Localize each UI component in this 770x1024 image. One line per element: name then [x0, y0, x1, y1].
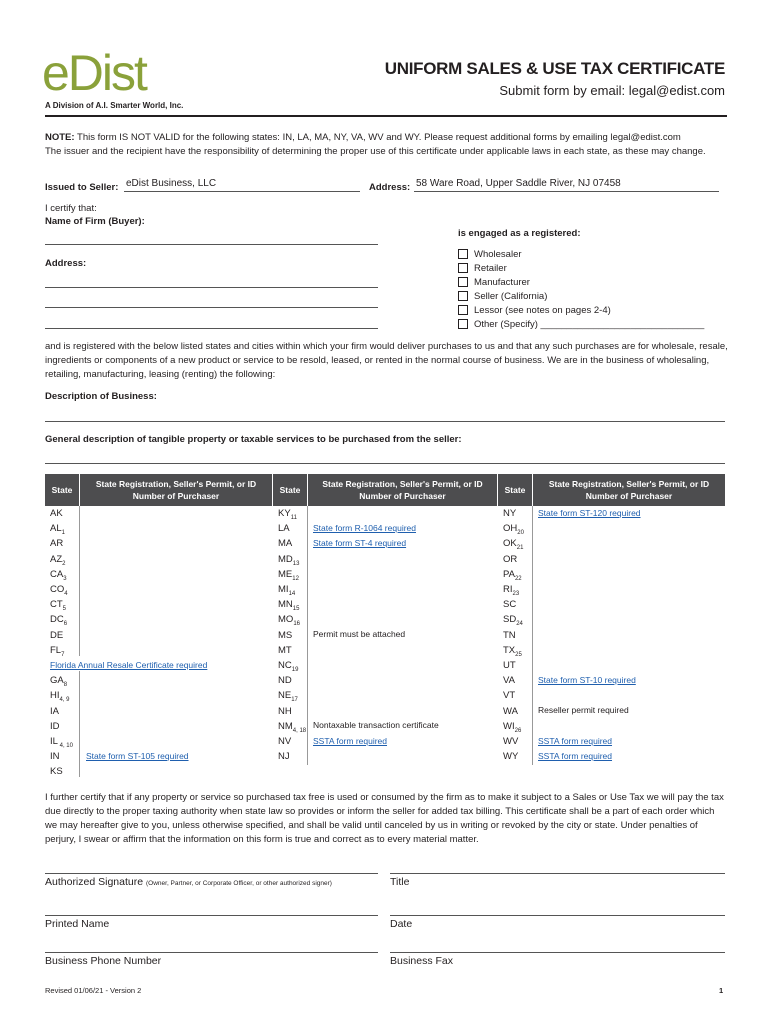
state-code: $MI_{14}$ — [278, 584, 296, 597]
checkbox-icon[interactable] — [458, 249, 468, 259]
state-code: UT — [503, 660, 516, 671]
logo-tagline: A Division of A.I. Smarter World, Inc. — [45, 101, 184, 110]
description-line[interactable] — [45, 421, 725, 422]
state-form-link[interactable]: State form ST-105 required — [86, 750, 189, 761]
state-note: Nontaxable transaction certificate — [313, 720, 439, 731]
state-header-1: State — [45, 474, 79, 506]
state-code: AR — [50, 538, 64, 550]
state-form-link[interactable]: State form ST-10 required — [538, 674, 636, 685]
seller-address-value[interactable]: 58 Ware Road, Upper Saddle River, NJ 07458 — [416, 178, 621, 189]
option-label: Seller (California) — [474, 290, 548, 302]
state-code: NV — [278, 736, 292, 747]
state-footnote: 17 — [291, 697, 298, 704]
firm-label: Name of Firm (Buyer): — [45, 216, 145, 227]
state-code: IL $_{4, 10}$ — [50, 736, 73, 749]
state-code: $GA_8$ — [50, 675, 68, 689]
state-code: $HI_{4, 9}$ — [50, 690, 70, 704]
state-code: $OH_{20}$ — [503, 523, 524, 537]
state-code: DE — [50, 629, 64, 641]
state-code: $PA_{22}$ — [503, 568, 522, 582]
state-code: NJ — [278, 751, 290, 763]
checkbox-icon[interactable] — [458, 291, 468, 301]
option-seller-california[interactable] — [458, 289, 547, 303]
state-footnote: 8 — [63, 682, 68, 689]
seller-value[interactable]: eDist Business, LLC — [126, 178, 217, 189]
option-retailer[interactable] — [458, 261, 507, 275]
state-footnote: 3 — [63, 575, 67, 582]
signature-line[interactable] — [45, 873, 378, 874]
state-form-link[interactable]: SSTA form required — [313, 735, 388, 746]
seller-line — [124, 191, 360, 192]
state-footnote: 12 — [292, 575, 299, 582]
state-footnote: 4 — [64, 590, 68, 597]
state-form-link[interactable]: State form ST-120 required — [538, 507, 641, 518]
state-footnote: 23 — [512, 590, 520, 597]
checkbox-icon[interactable] — [458, 305, 468, 315]
state-footnote: 4, 10 — [57, 742, 73, 749]
checkbox-icon[interactable] — [458, 263, 468, 273]
state-code: WV — [503, 736, 519, 747]
registration-paragraph: and is registered with the below listed states and cities within which your firm would deliver purchases to us and that any such purchases are for wholesale, resale, ingredients or components of a new product or service to be resold, leased, or rented in the normal course of business. We are in the business of wholesaling, retailing, manufacturing, leasing (renting) the following: — [45, 341, 728, 380]
state-footnote: 4, 9 — [59, 697, 70, 704]
option-manufacturer[interactable] — [458, 275, 530, 289]
option-label: Other (Specify) _______________________________ — [474, 318, 705, 330]
state-code: $MD_{13}$ — [278, 553, 300, 567]
buyer-address-line-1[interactable] — [45, 287, 378, 288]
note-text: This form IS NOT VALID for the following states: IN, LA, MA, NY, VA, WV and WY. Please request additional forms by emailing legal@edist.com — [74, 132, 681, 143]
state-footnote: 26 — [514, 727, 522, 734]
state-code: $CT_5$ — [50, 599, 67, 613]
state-code: MT — [278, 644, 292, 656]
state-form-link[interactable]: State form ST-4 required — [313, 537, 407, 548]
certification-paragraph: I further certify that if any property or service so purchased tax free is used or consumed by the firm as to make it subject to a Sales or Use Tax we will pay the tax due directly to the proper taxing authority when state law so provides or inform the seller for added tax billing. This certificate shall be a part of each order which we may hereafter give to you, unless otherwise specified, and shall be valid until canceled by us in writing or revoked by the city or state. Under penalties of perjury, I swear or affirm that the information on this form is true and correct as to every material matter. — [45, 792, 724, 845]
form-title: UNIFORM SALES & USE TAX CERTIFICATE — [384, 59, 725, 78]
form-subtitle: Submit form by email: legal@edist.com — [499, 83, 725, 98]
option-label: Retailer — [474, 262, 507, 274]
firm-line[interactable] — [45, 244, 378, 245]
state-code: NY — [503, 508, 517, 519]
revision-footer: Revised 01/06/21 - Version 2 — [45, 986, 142, 995]
title-line[interactable] — [390, 873, 725, 874]
state-code: $WI_{26}$ — [503, 720, 522, 734]
buyer-address-line-2[interactable] — [45, 307, 378, 308]
state-footnote: 13 — [292, 560, 300, 567]
fax-line[interactable] — [390, 952, 725, 953]
state-code: KS — [50, 766, 63, 778]
state-note: Reseller permit required — [538, 705, 629, 716]
checkbox-icon[interactable] — [458, 319, 468, 329]
state-footnote: 6 — [63, 621, 68, 628]
printed-name-label: Printed Name — [45, 918, 110, 930]
state-form-link[interactable]: SSTA form required — [538, 750, 613, 761]
state-code: $NC_{19}$ — [278, 660, 299, 673]
edist-logo: eDist — [42, 45, 146, 101]
state-code: OR — [503, 553, 518, 565]
state-code: ID — [50, 720, 60, 732]
state-code: IA — [50, 705, 59, 717]
state-code: $ME_{12}$ — [278, 568, 299, 582]
seller-label: Issued to Seller: — [45, 182, 119, 193]
note-text-2: The issuer and the recipient have the responsibility of determining the proper use of this certificate under applicable laws in each state, as these may change. — [45, 146, 706, 157]
state-code: $AL_1$ — [50, 523, 65, 537]
state-footnote: 21 — [516, 545, 524, 552]
state-code: NH — [278, 705, 292, 717]
note-label: NOTE: — [45, 132, 75, 143]
description-label: Description of Business: — [45, 391, 157, 402]
state-code: $NM_{4, 18}$ — [278, 720, 307, 734]
state-code: TN — [503, 629, 516, 641]
state-code: $AZ_2$ — [50, 553, 66, 567]
option-wholesaler[interactable] — [458, 247, 522, 261]
state-footnote: 4, 18 — [292, 727, 307, 734]
table-divider — [79, 506, 80, 656]
state-code: $MO_{16}$ — [278, 614, 300, 628]
state-code: WA — [503, 705, 518, 717]
state-code: WY — [503, 751, 519, 763]
authorized-signature-note: (Owner, Partner, or Corporate Officer, or other authorized signer) — [146, 880, 332, 887]
state-header-3: State — [498, 474, 532, 506]
state-footnote: 20 — [517, 530, 524, 537]
reg-header-3: State Registration, Seller's Permit, or ID Number of Purchaser — [533, 474, 725, 506]
title-label: Title — [390, 876, 410, 888]
note-block — [45, 131, 727, 159]
state-footnote: 1 — [61, 530, 65, 537]
state-footnote: 14 — [288, 590, 296, 597]
state-code: $DC_6$ — [50, 614, 68, 628]
printed-name-line[interactable] — [45, 915, 378, 916]
option-label: Wholesaler — [474, 248, 522, 260]
state-code: LA — [278, 523, 290, 535]
option-lessor[interactable] — [458, 303, 611, 317]
state-code: $CO_4$ — [50, 584, 68, 597]
table-divider — [532, 506, 533, 765]
state-code: IN — [50, 751, 60, 763]
state-footnote: 22 — [514, 575, 522, 582]
state-footnote: 2 — [62, 560, 66, 567]
reg-header-1: State Registration, Seller's Permit, or ID Number of Purchaser — [80, 474, 272, 506]
state-code: $TX_{25}$ — [503, 644, 522, 658]
state-code: $FL_7$ — [50, 644, 65, 658]
state-code: $SD_{24}$ — [503, 614, 523, 628]
buyer-address-line-3[interactable] — [45, 328, 378, 329]
table-divider — [79, 671, 80, 777]
seller-address-label: Address: — [369, 182, 411, 193]
header-divider — [45, 115, 727, 117]
buyer-address-label: Address: — [45, 258, 87, 269]
state-code: AK — [50, 508, 63, 519]
state-code: $OK_{21}$ — [503, 538, 524, 552]
option-other[interactable] — [458, 317, 704, 331]
date-line[interactable] — [390, 915, 725, 916]
state-footnote: 15 — [292, 606, 300, 613]
state-footnote: 25 — [515, 651, 522, 658]
reg-header-2: State Registration, Seller's Permit, or ID Number of Purchaser — [308, 474, 497, 506]
state-footnote: 16 — [293, 621, 300, 628]
phone-label: Business Phone Number — [45, 955, 162, 967]
state-footnote: 19 — [291, 666, 299, 673]
authorized-signature-text: Authorized Signature — [45, 876, 144, 888]
date-label: Date — [390, 918, 413, 930]
state-note: Permit must be attached — [313, 629, 406, 640]
seller-address-line — [414, 191, 719, 192]
certify-text: I certify that: — [45, 203, 97, 214]
state-footnote: 24 — [516, 621, 523, 628]
state-code: VA — [503, 675, 515, 687]
general-description-line[interactable] — [45, 463, 725, 464]
state-form-link[interactable]: State form R-1064 required — [313, 522, 416, 533]
authorized-signature-label — [45, 876, 332, 888]
state-header-2: State — [273, 474, 307, 506]
state-code: $RI_{23}$ — [503, 584, 520, 597]
engaged-label: is engaged as a registered: — [458, 228, 581, 239]
state-code: $KY_{11}$ — [278, 508, 297, 521]
state-code: $NE_{17}$ — [278, 690, 298, 704]
state-footnote: 11 — [290, 514, 297, 521]
option-label: Lessor (see notes on pages 2-4) — [474, 304, 611, 316]
option-label: Manufacturer — [474, 276, 530, 288]
state-code: SC — [503, 599, 517, 611]
state-footnote: 5 — [62, 606, 67, 613]
state-code: $CA_3$ — [50, 568, 67, 582]
state-code: VT — [503, 690, 516, 702]
table-divider — [307, 506, 308, 765]
state-form-link[interactable]: Florida Annual Resale Certificate required — [50, 659, 208, 670]
phone-line[interactable] — [45, 952, 378, 953]
state-code: MS — [278, 629, 293, 641]
general-description-label: General description of tangible property or taxable services to be purchased from the seller: — [45, 434, 462, 445]
page-number: 1 — [719, 986, 724, 995]
state-footnote: 7 — [61, 651, 65, 658]
state-code: $MN_{15}$ — [278, 599, 300, 613]
state-form-link[interactable]: SSTA form required — [538, 735, 613, 746]
fax-label: Business Fax — [390, 955, 454, 967]
state-code: MA — [278, 538, 293, 550]
state-code: ND — [278, 675, 292, 687]
checkbox-icon[interactable] — [458, 277, 468, 287]
